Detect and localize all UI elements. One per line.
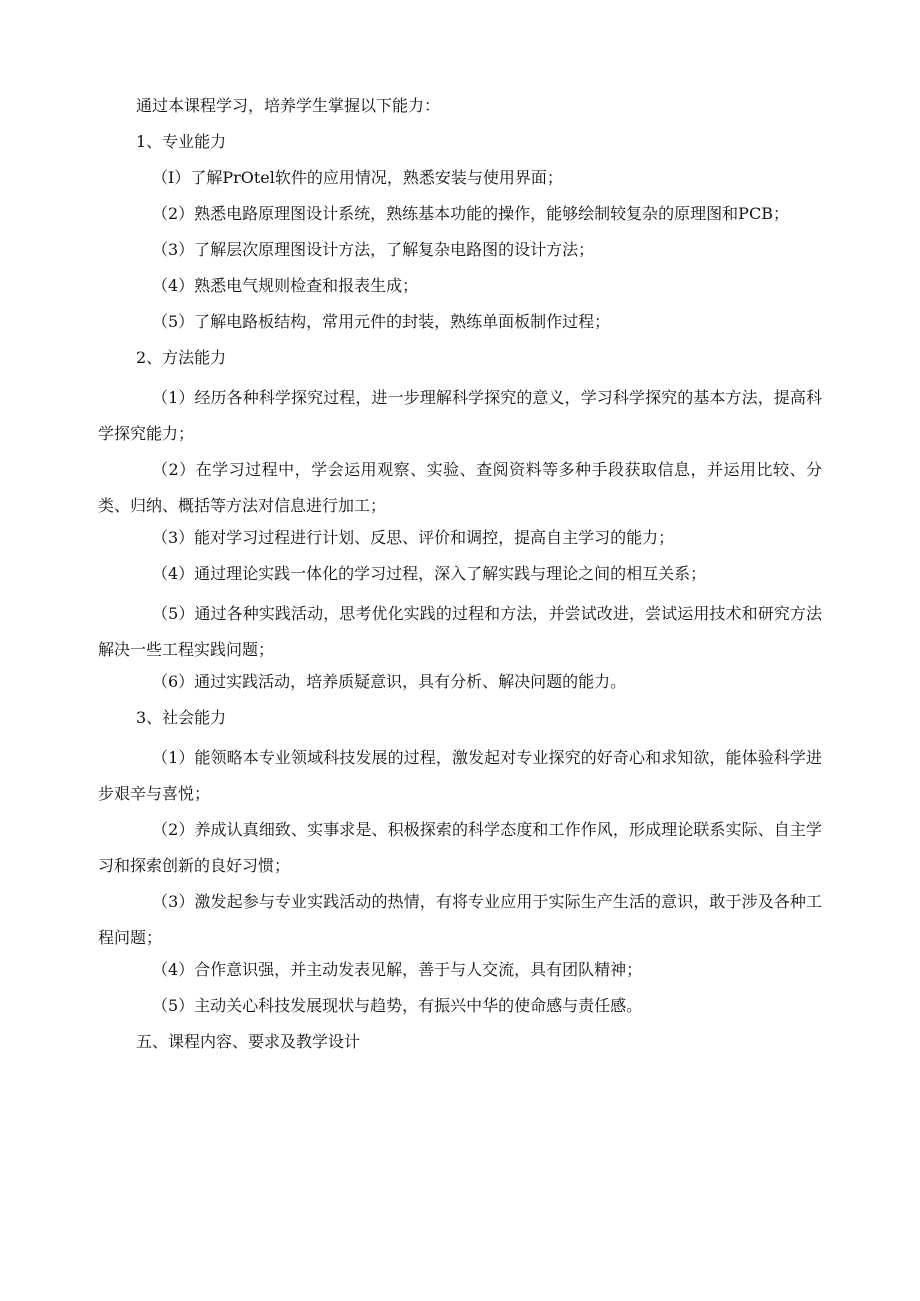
list-item: （3）了解层次原理图设计方法，了解复杂电路图的设计方法； (152, 240, 595, 259)
list-item: （5）主动关心科技发展现状与趋势，有振兴中华的使命感与责任感。 (152, 996, 643, 1015)
list-item: （2）熟悉电路原理图设计系统，熟练基本功能的操作，能够绘制较复杂的原理图和PCB； (152, 204, 789, 223)
list-item: （4）通过理论实践一体化的学习过程，深入了解实践与理论之间的相互关系； (152, 564, 707, 583)
section-heading-social: 3、社会能力 (136, 708, 227, 727)
list-item: （3）激发起参与专业实践活动的热情，有将专业应用于实际生产生活的意识，敢于涉及各种工程问题； (98, 892, 822, 947)
list-item: （1）能领略本专业领域科技发展的过程，激发起对专业探究的好奇心和求知欲，能体验科学进步艰辛与喜悦； (98, 748, 822, 803)
section-heading-method: 2、方法能力 (136, 348, 227, 367)
list-item: （2）养成认真细致、实事求是、积极探索的科学态度和工作作风，形成理论联系实际、自主学习和探索创新的良好习惯； (98, 820, 822, 875)
list-item: （4）熟悉电气规则检查和报表生成； (152, 276, 419, 295)
list-item: （6）通过实践活动，培养质疑意识，具有分析、解决问题的能力。 (152, 672, 627, 691)
list-item: （4）合作意识强，并主动发表见解，善于与人交流，具有团队精神； (152, 960, 643, 979)
next-section-heading: 五、课程内容、要求及教学设计 (136, 1032, 361, 1051)
list-item: （5）了解电路板结构，常用元件的封装，熟练单面板制作过程； (152, 312, 611, 331)
list-item: （I）了解PrOtel软件的应用情况，熟悉安装与使用界面； (152, 168, 563, 187)
section-heading-professional: 1、专业能力 (136, 132, 227, 151)
list-item: （1）经历各种科学探究过程，进一步理解科学探究的意义，学习科学探究的基本方法，提高科学探究能力； (98, 388, 822, 443)
list-item: （3）能对学习过程进行计划、反思、评价和调控，提高自主学习的能力； (152, 528, 675, 547)
intro-paragraph: 通过本课程学习，培养学生掌握以下能力： (136, 96, 441, 115)
document-body (98, 92, 822, 1064)
list-item: （5）通过各种实践活动，思考优化实践的过程和方法，并尝试改进，尝试运用技术和研究方法解决一些工程实践问题； (98, 604, 822, 659)
list-item: （2）在学习过程中，学会运用观察、实验、查阅资料等多种手段获取信息，并运用比较、分类、归纳、概括等方法对信息进行加工； (98, 460, 822, 515)
